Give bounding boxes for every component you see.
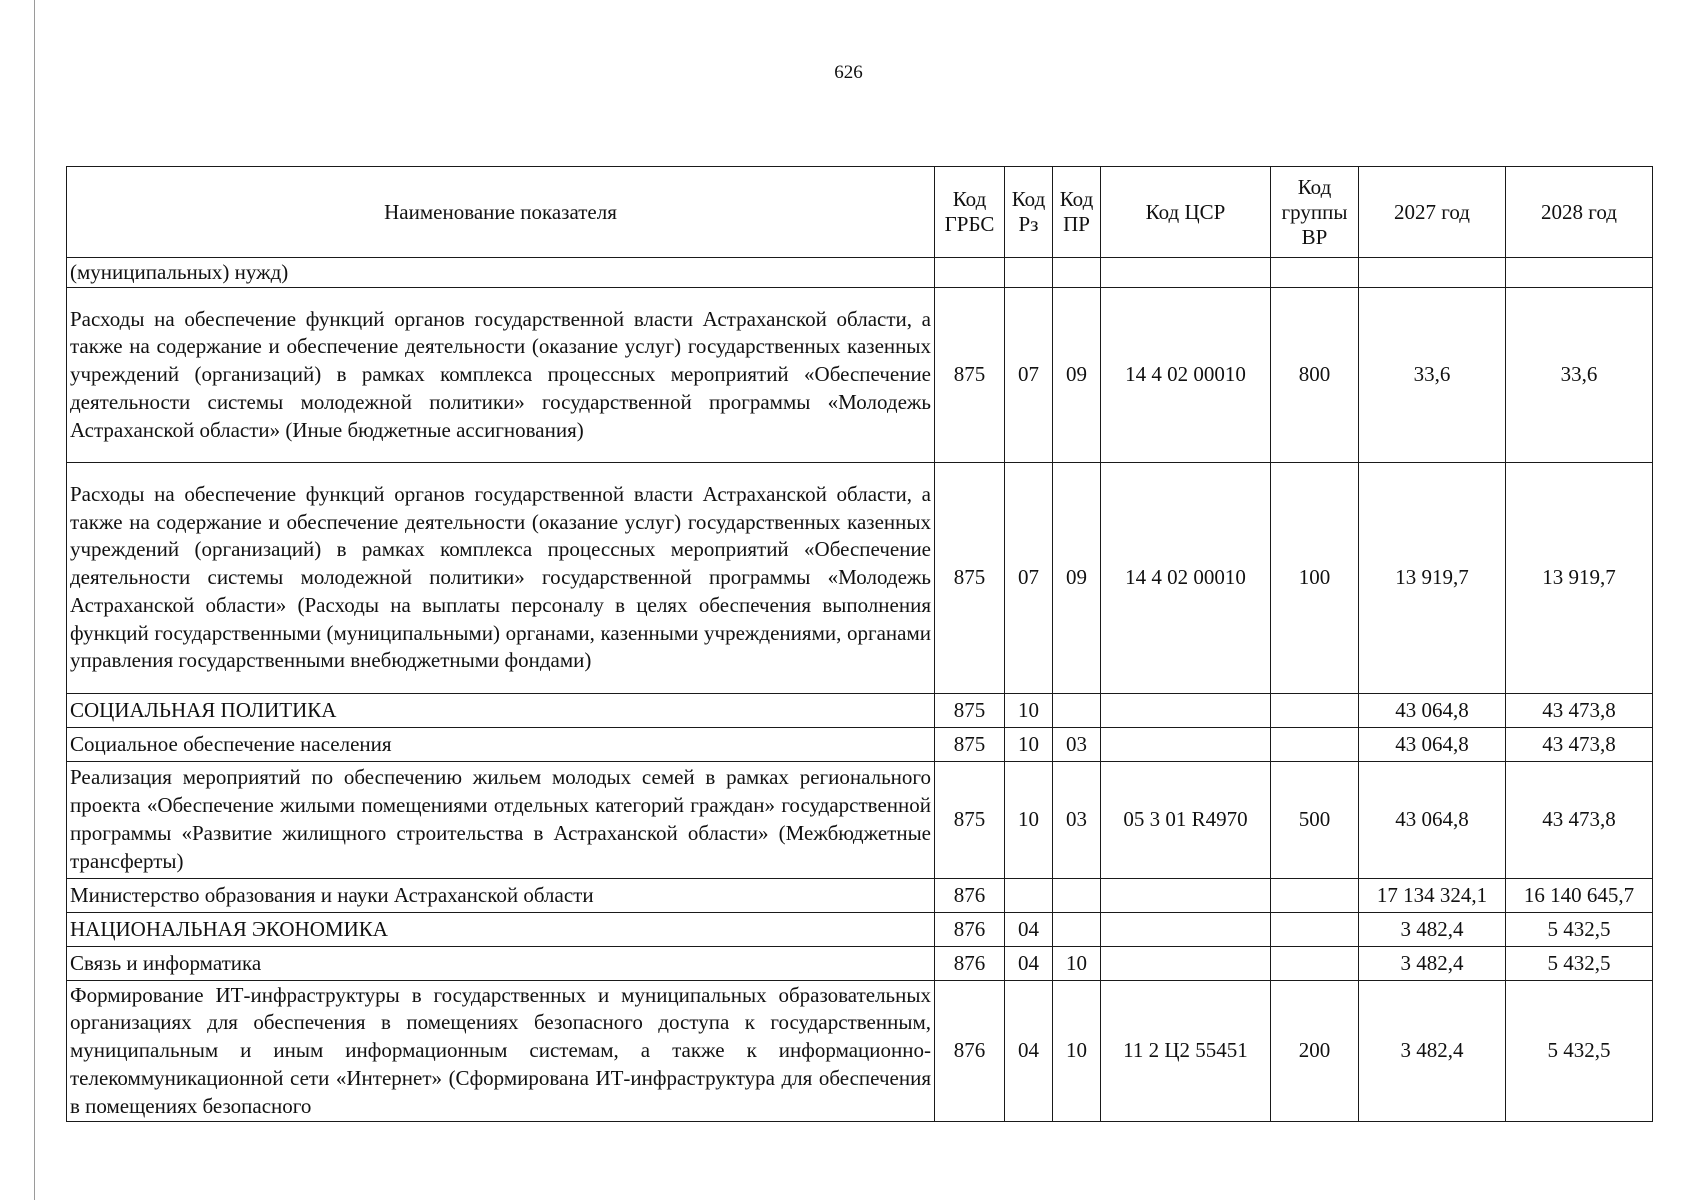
row-grbs: 875 — [935, 288, 1005, 463]
scan-edge-line — [34, 0, 35, 1200]
row-name: НАЦИОНАЛЬНАЯ ЭКОНОМИКА — [67, 913, 935, 947]
row-pr: 09 — [1053, 463, 1101, 694]
table-row — [67, 879, 1653, 913]
row-grbs: 875 — [935, 463, 1005, 694]
budget-table — [66, 166, 1653, 1122]
table-header-row — [67, 167, 1653, 258]
page-number: 626 — [834, 62, 863, 83]
table-row — [67, 762, 1653, 879]
row-vr: 500 — [1271, 762, 1359, 879]
row-vr — [1271, 879, 1359, 913]
row-name: Социальное обеспечение населения — [67, 728, 935, 762]
row-csr — [1101, 913, 1271, 947]
row-rz: 10 — [1005, 762, 1053, 879]
row-name: (муниципальных) нужд) — [67, 258, 935, 288]
table-row — [67, 288, 1653, 463]
row-csr: 14 4 02 00010 — [1101, 463, 1271, 694]
row-vr — [1271, 913, 1359, 947]
header-2028: 2028 год — [1506, 167, 1653, 258]
table-row — [67, 463, 1653, 694]
row-2028: 16 140 645,7 — [1506, 879, 1653, 913]
row-2028: 5 432,5 — [1506, 981, 1653, 1122]
row-2027: 33,6 — [1359, 288, 1506, 463]
row-name: Расходы на обеспечение функций органов государственной власти Астраханской области, а также на содержание и обеспечение деятельности (оказание услуг) государственных казенных учреждений (организаций) в рамках комплекса процессных мероприятий «Обеспечение деятельности системы молодежной политики» государственной программы «Молодежь Астраханской области» (Иные бюджетные ассигнования) — [67, 288, 935, 463]
row-2028: 33,6 — [1506, 288, 1653, 463]
table-row — [67, 258, 1653, 288]
row-name: Расходы на обеспечение функций органов государственной власти Астраханской области, а также на содержание и обеспечение деятельности (оказание услуг) государственных казенных учреждений (организаций) в рамках комплекса процессных мероприятий «Обеспечение деятельности системы молодежной политики» государственной программы «Молодежь Астраханской области» (Расходы на выплаты персоналу в целях обеспечения выполнения функций государственными (муниципальными) органами, казенными учреждениями, органами управления государственными внебюджетными фондами) — [67, 463, 935, 694]
table-row — [67, 694, 1653, 728]
row-grbs: 875 — [935, 728, 1005, 762]
header-vr: Код группы ВР — [1271, 167, 1359, 258]
table-row — [67, 981, 1653, 1122]
row-2028: 5 432,5 — [1506, 913, 1653, 947]
row-2028: 5 432,5 — [1506, 947, 1653, 981]
row-pr: 09 — [1053, 288, 1101, 463]
header-rz: Код Рз — [1005, 167, 1053, 258]
row-pr — [1053, 694, 1101, 728]
table-row — [67, 913, 1653, 947]
row-name: Формирование ИТ-инфраструктуры в государственных и муниципальных образовательных организациях для обеспечения в помещениях безопасного доступа к государственным, муниципальным и иным информационным системам, а также к информационно-телекоммуникационной сети «Интернет» (Сформирована ИТ-инфраструктура для обеспечения в помещениях безопасного — [67, 981, 935, 1122]
row-csr — [1101, 258, 1271, 288]
row-csr — [1101, 694, 1271, 728]
row-2027: 13 919,7 — [1359, 463, 1506, 694]
row-csr — [1101, 728, 1271, 762]
row-vr — [1271, 728, 1359, 762]
row-2027: 43 064,8 — [1359, 694, 1506, 728]
row-2027: 3 482,4 — [1359, 947, 1506, 981]
header-name: Наименование показателя — [67, 167, 935, 258]
row-name: СОЦИАЛЬНАЯ ПОЛИТИКА — [67, 694, 935, 728]
row-name: Связь и информатика — [67, 947, 935, 981]
row-2028: 43 473,8 — [1506, 728, 1653, 762]
row-grbs: 876 — [935, 981, 1005, 1122]
row-rz: 10 — [1005, 694, 1053, 728]
row-grbs — [935, 258, 1005, 288]
row-rz — [1005, 258, 1053, 288]
row-vr: 200 — [1271, 981, 1359, 1122]
row-rz — [1005, 879, 1053, 913]
row-rz: 04 — [1005, 947, 1053, 981]
row-pr: 03 — [1053, 728, 1101, 762]
row-grbs: 876 — [935, 947, 1005, 981]
row-csr — [1101, 947, 1271, 981]
row-csr: 11 2 Ц2 55451 — [1101, 981, 1271, 1122]
header-2027: 2027 год — [1359, 167, 1506, 258]
row-rz: 04 — [1005, 913, 1053, 947]
row-pr: 10 — [1053, 981, 1101, 1122]
row-vr: 100 — [1271, 463, 1359, 694]
header-pr: Код ПР — [1053, 167, 1101, 258]
row-grbs: 876 — [935, 913, 1005, 947]
row-rz: 07 — [1005, 288, 1053, 463]
row-rz: 10 — [1005, 728, 1053, 762]
row-csr: 05 3 01 R4970 — [1101, 762, 1271, 879]
row-2027: 43 064,8 — [1359, 762, 1506, 879]
header-csr: Код ЦСР — [1101, 167, 1271, 258]
row-vr — [1271, 694, 1359, 728]
row-name: Реализация мероприятий по обеспечению жильем молодых семей в рамках регионального проекта «Обеспечение жилыми помещениями отдельных категорий граждан» государственной программы «Развитие жилищного строительства в Астраханской области» (Межбюджетные трансферты) — [67, 762, 935, 879]
row-pr — [1053, 879, 1101, 913]
table-row — [67, 728, 1653, 762]
row-rz: 04 — [1005, 981, 1053, 1122]
row-2028: 43 473,8 — [1506, 694, 1653, 728]
row-vr — [1271, 258, 1359, 288]
row-pr: 03 — [1053, 762, 1101, 879]
row-csr — [1101, 879, 1271, 913]
row-csr: 14 4 02 00010 — [1101, 288, 1271, 463]
row-vr — [1271, 947, 1359, 981]
row-grbs: 875 — [935, 762, 1005, 879]
row-grbs: 875 — [935, 694, 1005, 728]
row-2027: 3 482,4 — [1359, 981, 1506, 1122]
row-2027: 17 134 324,1 — [1359, 879, 1506, 913]
row-2027 — [1359, 258, 1506, 288]
row-pr — [1053, 913, 1101, 947]
row-grbs: 876 — [935, 879, 1005, 913]
row-name: Министерство образования и науки Астраханской области — [67, 879, 935, 913]
table-row — [67, 947, 1653, 981]
row-2027: 43 064,8 — [1359, 728, 1506, 762]
row-2028: 43 473,8 — [1506, 762, 1653, 879]
row-vr: 800 — [1271, 288, 1359, 463]
row-rz: 07 — [1005, 463, 1053, 694]
row-pr: 10 — [1053, 947, 1101, 981]
row-2027: 3 482,4 — [1359, 913, 1506, 947]
row-2028 — [1506, 258, 1653, 288]
row-2028: 13 919,7 — [1506, 463, 1653, 694]
header-grbs: Код ГРБС — [935, 167, 1005, 258]
row-pr — [1053, 258, 1101, 288]
